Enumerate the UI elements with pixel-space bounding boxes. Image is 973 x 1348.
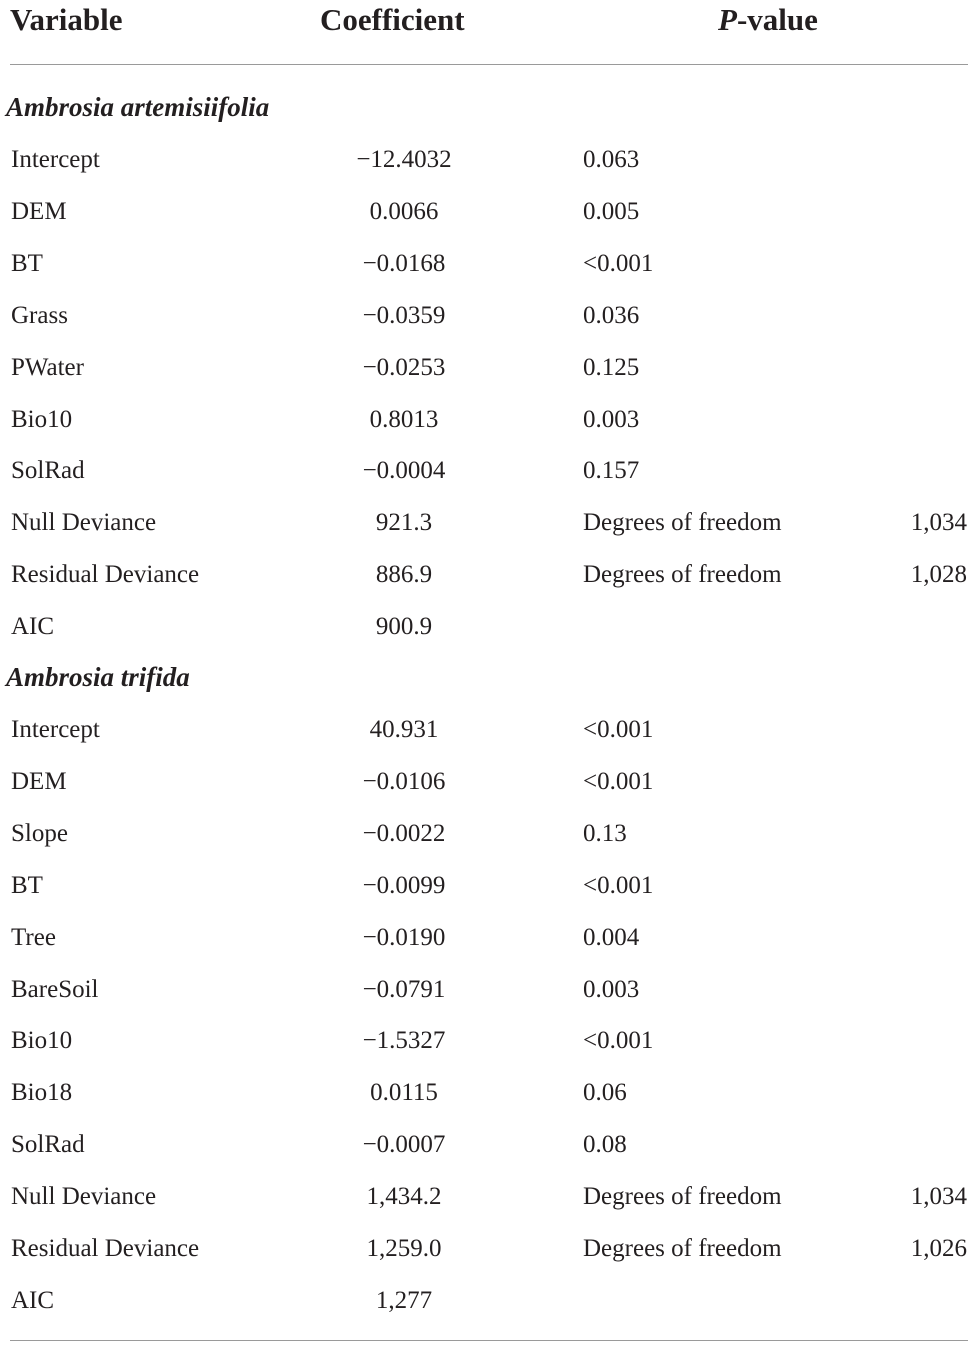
table-row: [0, 1275, 973, 1327]
cell-coefficient: −0.0359: [362, 302, 446, 329]
table-row: [0, 1067, 973, 1119]
cell-coefficient: −0.0022: [362, 820, 446, 847]
cell-coefficient: −0.0106: [362, 768, 446, 795]
cell-coefficient: −0.0791: [362, 976, 446, 1003]
section-title: Ambrosia artemisiifolia: [6, 92, 270, 122]
table-row: [0, 186, 973, 238]
cell-degrees-of-freedom: 1,034: [910, 509, 967, 536]
cell-variable: PWater: [11, 354, 84, 381]
cell-pvalue: 0.003: [583, 976, 640, 1003]
cell-coefficient: 900.9: [375, 613, 433, 640]
cell-coefficient: 921.3: [375, 509, 433, 536]
cell-coefficient: 40.931: [369, 716, 439, 743]
table-row: [0, 860, 973, 912]
cell-variable: BareSoil: [11, 976, 99, 1003]
cell-variable: DEM: [11, 768, 67, 795]
header-coefficient: Coefficient: [320, 2, 465, 37]
cell-variable: DEM: [11, 198, 67, 225]
table-row: [0, 808, 973, 860]
cell-coefficient: −0.0190: [362, 924, 446, 951]
cell-pvalue: Degrees of freedom: [583, 1235, 782, 1262]
cell-variable: Residual Deviance: [11, 1235, 200, 1262]
cell-variable: Slope: [11, 820, 68, 847]
section-title: Ambrosia trifida: [6, 662, 190, 692]
table-row: [0, 238, 973, 290]
header-pvalue-rest: -value: [736, 2, 818, 37]
header-pvalue-italic: P: [718, 2, 737, 37]
cell-coefficient: −0.0004: [362, 457, 446, 484]
cell-pvalue: 0.005: [583, 198, 640, 225]
cell-pvalue: 0.004: [583, 924, 640, 951]
cell-variable: AIC: [11, 613, 55, 640]
bottom-rule: [10, 1340, 968, 1341]
cell-coefficient: 1,277: [375, 1287, 433, 1314]
cell-coefficient: 0.0066: [369, 198, 439, 225]
cell-degrees-of-freedom: 1,026: [910, 1235, 967, 1262]
cell-variable: Residual Deviance: [11, 561, 200, 588]
cell-variable: Bio10: [11, 1027, 73, 1054]
cell-coefficient: −12.4032: [356, 146, 452, 173]
table-row: [0, 1119, 973, 1171]
cell-variable: Bio18: [11, 1079, 73, 1106]
cell-pvalue: Degrees of freedom: [583, 1183, 782, 1210]
table-row: [0, 1015, 973, 1067]
cell-pvalue: <0.001: [583, 250, 654, 277]
cell-pvalue: 0.003: [583, 406, 640, 433]
cell-coefficient: −1.5327: [362, 1027, 446, 1054]
cell-pvalue: <0.001: [583, 1027, 654, 1054]
cell-pvalue: <0.001: [583, 768, 654, 795]
cell-variable: SolRad: [11, 457, 85, 484]
cell-variable: Null Deviance: [11, 1183, 157, 1210]
cell-pvalue: 0.08: [583, 1131, 627, 1158]
cell-variable: Tree: [11, 924, 56, 951]
cell-degrees-of-freedom: 1,028: [910, 561, 967, 588]
cell-variable: BT: [11, 250, 43, 277]
cell-coefficient: 886.9: [375, 561, 433, 588]
table-row: [0, 704, 973, 756]
cell-coefficient: 1,434.2: [366, 1183, 442, 1210]
table-row: [0, 1223, 973, 1275]
cell-variable: AIC: [11, 1287, 55, 1314]
table-header: [0, 0, 973, 46]
cell-pvalue: 0.036: [583, 302, 640, 329]
header-variable: Variable: [10, 2, 123, 37]
cell-coefficient: −0.0253: [362, 354, 446, 381]
top-rule: [10, 64, 968, 65]
table-row: [0, 1171, 973, 1223]
cell-pvalue: 0.063: [583, 146, 640, 173]
table-row: [0, 134, 973, 186]
cell-pvalue: <0.001: [583, 872, 654, 899]
table-row: [0, 601, 973, 653]
cell-pvalue: 0.157: [583, 457, 640, 484]
cell-degrees-of-freedom: 1,034: [910, 1183, 967, 1210]
cell-pvalue: Degrees of freedom: [583, 561, 782, 588]
cell-variable: SolRad: [11, 1131, 85, 1158]
table-row: [0, 342, 973, 394]
cell-pvalue: <0.001: [583, 716, 654, 743]
cell-pvalue: Degrees of freedom: [583, 509, 782, 536]
cell-variable: Intercept: [11, 716, 100, 743]
header-pvalue: [718, 2, 818, 38]
table-row: [0, 912, 973, 964]
table-row: [0, 756, 973, 808]
cell-pvalue: 0.06: [583, 1079, 627, 1106]
table-row: [0, 964, 973, 1016]
cell-coefficient: −0.0099: [362, 872, 446, 899]
table-row: [0, 549, 973, 601]
cell-variable: BT: [11, 872, 43, 899]
cell-coefficient: 1,259.0: [366, 1235, 442, 1262]
table-row: [0, 290, 973, 342]
cell-variable: Null Deviance: [11, 509, 157, 536]
cell-variable: Grass: [11, 302, 68, 329]
table-row: [0, 497, 973, 549]
cell-coefficient: −0.0007: [362, 1131, 446, 1158]
cell-pvalue: 0.13: [583, 820, 627, 847]
cell-pvalue: 0.125: [583, 354, 640, 381]
cell-coefficient: 0.0115: [370, 1079, 438, 1106]
cell-coefficient: 0.8013: [369, 406, 439, 433]
cell-variable: Intercept: [11, 146, 100, 173]
table-row: [0, 394, 973, 446]
cell-coefficient: −0.0168: [362, 250, 446, 277]
cell-variable: Bio10: [11, 406, 73, 433]
table-row: [0, 445, 973, 497]
